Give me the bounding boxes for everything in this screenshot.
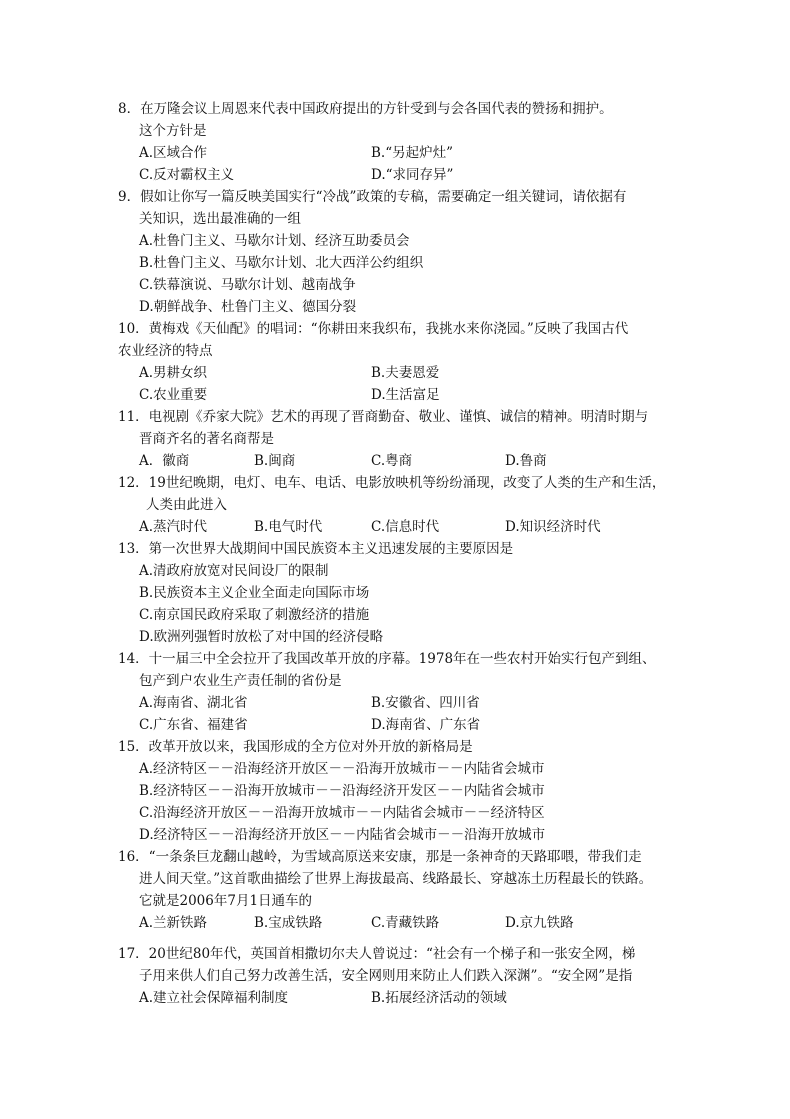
question-14-option-d: D.海南省、广东省 bbox=[371, 717, 481, 733]
question-13-option-a: A.清政府放宽对民间设厂的限制 bbox=[139, 563, 329, 579]
question-15-option-d: D.经济特区－－沿海经济开放区－－内陆省会城市－－沿海开放城市 bbox=[139, 827, 546, 843]
question-11-stem-cont: 晋商齐名的著名商帮是 bbox=[139, 431, 274, 447]
question-17-option-b: B.拓展经济活动的领域 bbox=[371, 990, 507, 1006]
question-16-option-b: B.宝成铁路 bbox=[254, 915, 323, 931]
question-12-option-b: B.电气时代 bbox=[254, 519, 323, 535]
question-8-option-d: D.“求同存异” bbox=[371, 167, 454, 183]
question-10-option-c: C.农业重要 bbox=[139, 387, 208, 403]
question-13-option-c: C.南京国民政府采取了刺激经济的措施 bbox=[139, 607, 370, 623]
question-10-stem: 10．黄梅戏《天仙配》的唱词：“你耕田来我织布，我挑水来你浇园。”反映了我国古代 bbox=[118, 321, 629, 337]
question-14-option-a: A.海南省、湖北省 bbox=[139, 695, 248, 711]
question-13-stem: 13．第一次世界大战期间中国民族资本主义迅速发展的主要原因是 bbox=[118, 541, 514, 557]
question-9-option-a: A.杜鲁门主义、马歇尔计划、经济互助委员会 bbox=[139, 233, 410, 249]
question-16-option-c: C.青藏铁路 bbox=[371, 915, 440, 931]
question-9-stem: 9．假如让你写一篇反映美国实行“冷战”政策的专稿，需要确定一组关键词，请依据有 bbox=[118, 189, 627, 205]
question-10-option-a: A.男耕女织 bbox=[139, 365, 208, 381]
question-10-option-d: D.生活富足 bbox=[371, 387, 440, 403]
question-16-option-a: A.兰新铁路 bbox=[139, 915, 208, 931]
question-16-stem: 16．“一条条巨龙翻山越岭，为雪域高原送来安康，那是一条神奇的天路耶喂，带我们走 bbox=[118, 849, 642, 865]
question-11-stem: 11．电视剧《乔家大院》艺术的再现了晋商勤奋、敬业、谨慎、诚信的精神。明清时期与 bbox=[118, 409, 649, 425]
question-8-stem-cont: 这个方针是 bbox=[139, 123, 207, 139]
question-8-option-b: B.“另起炉灶” bbox=[371, 145, 454, 161]
question-15-option-a: A.经济特区－－沿海经济开放区－－沿海开放城市－－内陆省会城市 bbox=[139, 761, 545, 777]
question-12-option-d: D.知识经济时代 bbox=[505, 519, 601, 535]
question-10-option-b: B.夫妻恩爱 bbox=[371, 365, 440, 381]
question-9-option-c: C.铁幕演说、马歇尔计划、越南战争 bbox=[139, 277, 356, 293]
question-15-option-c: C.沿海经济开放区－－沿海开放城市－－内陆省会城市－－经济特区 bbox=[139, 805, 545, 821]
question-8-option-c: C.反对霸权主义 bbox=[139, 167, 235, 183]
question-11-option-a: A．徽商 bbox=[139, 453, 190, 469]
question-8-stem: 8．在万隆会议上周恩来代表中国政府提出的方针受到与会各国代表的赞扬和拥护。 bbox=[118, 101, 613, 117]
question-9-stem-cont: 关知识，选出最准确的一组 bbox=[139, 211, 301, 227]
question-10-stem-cont: 农业经济的特点 bbox=[118, 343, 213, 359]
question-17-option-a: A.建立社会保障福利制度 bbox=[139, 990, 289, 1006]
question-11-option-b: B.闽商 bbox=[254, 453, 296, 469]
question-14-stem-cont: 包产到户农业生产责任制的省份是 bbox=[139, 673, 342, 689]
question-17-stem-cont: 子用来供人们自己努力改善生活，安全网则用来防止人们跌入深渊”。“安全网”是指 bbox=[139, 968, 633, 984]
question-16-stem-cont-1: 进人间天堂。”这首歌曲描绘了世界上海拔最高、线路最长、穿越冻土历程最长的铁路。 bbox=[139, 871, 653, 887]
question-17-stem: 17．20世纪80年代，英国首相撒切尔夫人曾说过：“社会有一个梯子和一张安全网，梯 bbox=[118, 946, 636, 962]
question-11-option-c: C.粤商 bbox=[371, 453, 413, 469]
question-16-option-d: D.京九铁路 bbox=[505, 915, 574, 931]
question-9-option-b: B.杜鲁门主义、马歇尔计划、北大西洋公约组织 bbox=[139, 255, 424, 271]
question-14-option-c: C.广东省、福建省 bbox=[139, 717, 248, 733]
question-14-stem: 14．十一届三中全会拉开了我国改革开放的序幕。1978年在一些农村开始实行包产到组、 bbox=[118, 651, 656, 667]
question-16-stem-cont-2: 它就是2006年7月1日通车的 bbox=[139, 893, 313, 909]
question-13-option-b: B.民族资本主义企业全面走向国际市场 bbox=[139, 585, 370, 601]
question-12-stem-cont: 人类由此进入 bbox=[146, 497, 227, 513]
question-15-option-b: B.经济特区－－沿海开放城市－－沿海经济开发区－－内陆省会城市 bbox=[139, 783, 545, 799]
question-12-option-a: A.蒸汽时代 bbox=[139, 519, 208, 535]
question-8-option-a: A.区域合作 bbox=[139, 145, 208, 161]
question-9-option-d: D.朝鲜战争、杜鲁门主义、德国分裂 bbox=[139, 299, 357, 315]
question-13-option-d: D.欧洲列强暂时放松了对中国的经济侵略 bbox=[139, 629, 384, 645]
question-12-option-c: C.信息时代 bbox=[371, 519, 440, 535]
question-11-option-d: D.鲁商 bbox=[505, 453, 547, 469]
question-12-stem: 12．19世纪晚期，电灯、电车、电话、电影放映机等纷纷涌现，改变了人类的生产和生活， bbox=[118, 475, 666, 491]
question-15-stem: 15．改革开放以来，我国形成的全方位对外开放的新格局是 bbox=[118, 739, 473, 755]
question-14-option-b: B.安徽省、四川省 bbox=[371, 695, 480, 711]
